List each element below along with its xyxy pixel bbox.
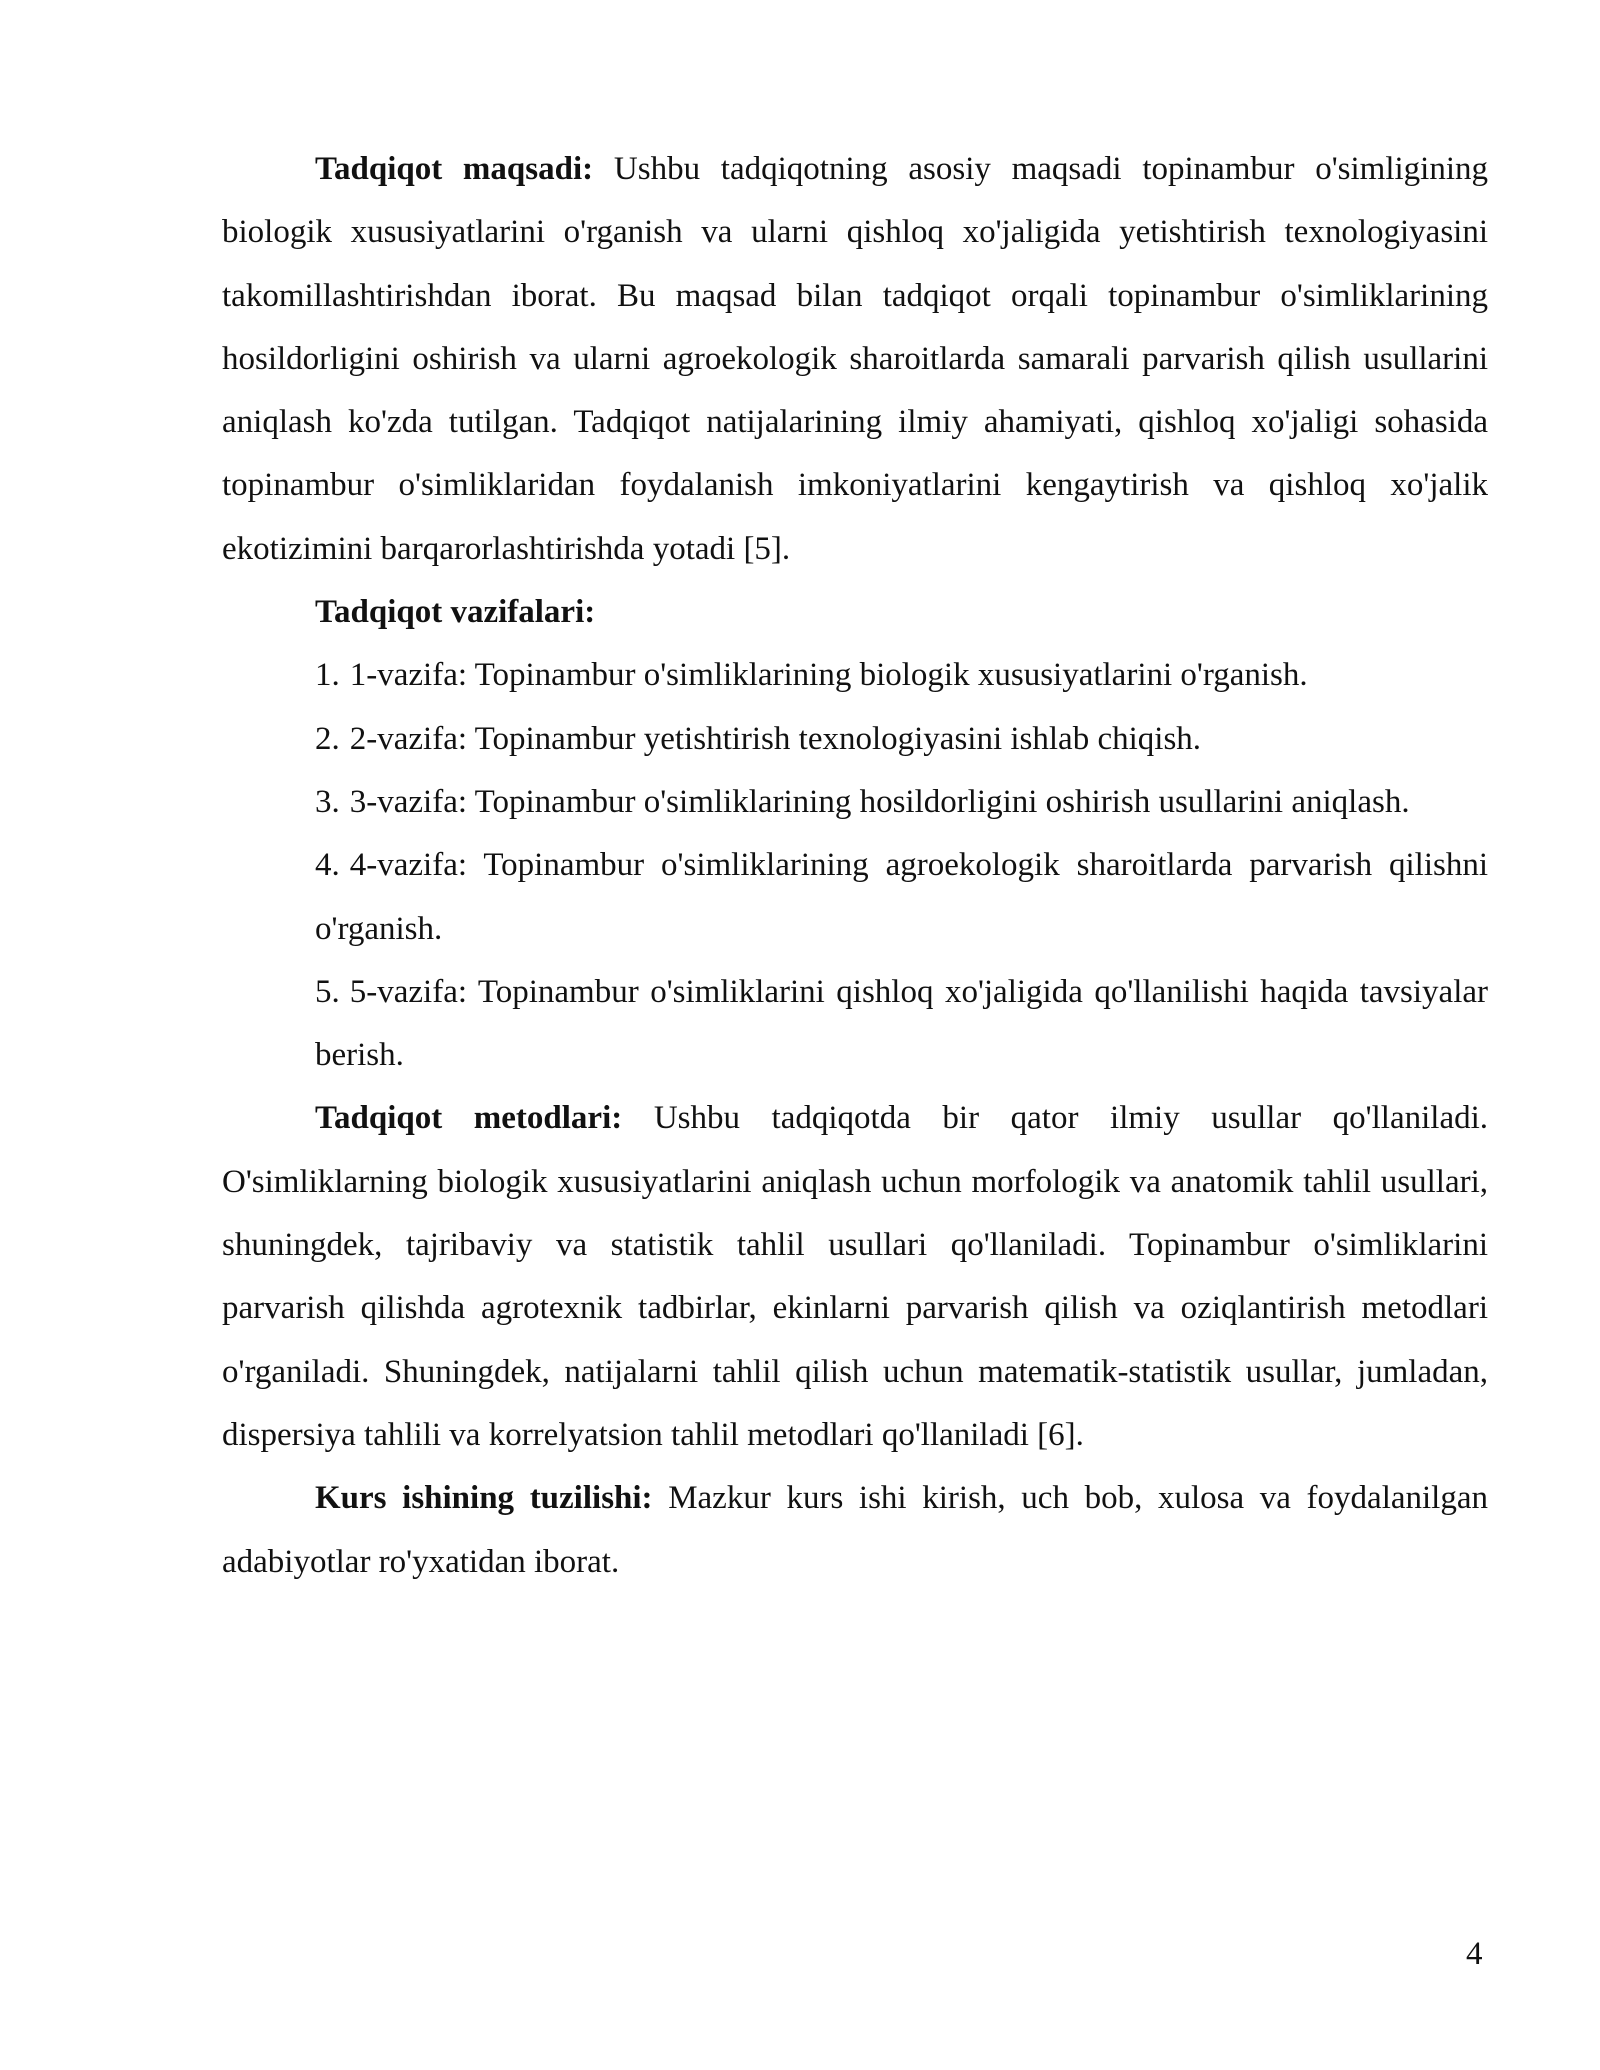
course-structure-paragraph [222, 1467, 1488, 1594]
task-text: 1-vazifa: Topinambur o'simliklarining biologik xususiyatlarini o'rganish. [349, 657, 1308, 694]
task-number: 2. [315, 720, 340, 757]
task-number: 4. [315, 847, 340, 884]
task-item-3 [315, 771, 1488, 834]
research-goal-text: Ushbu tadqiqotning asosiy maqsadi topinambur o'simligining biologik xususiyatlarini o'rganish va ularni qishloq xo'jaligida yetishtirish texnologiyasini takomillashtirishdan iborat. Bu maqsad bilan tadqiqot orqali topinambur o'simliklarining hosildorligini oshirish va ularni agroekologik sharoitlarda samarali parvarish qilish usullarini aniqlash ko'zda tutilgan. Tadqiqot natijalarining ilmiy ahamiyati, qishloq xo'jaligi sohasida topinambur o'simliklaridan foydalanish imkoniyatlarini kengaytirish va qishloq xo'jalik ekotizimini barqarorlashtirishda yotadi [5]. [222, 151, 1488, 567]
research-methods-label: Tadqiqot metodlari: [315, 1100, 623, 1137]
task-text: 3-vazifa: Topinambur o'simliklarining hosildorligini oshirish usullarini aniqlash. [349, 783, 1410, 820]
research-goal-paragraph [222, 138, 1488, 581]
research-methods-paragraph [222, 1087, 1488, 1467]
task-item-5 [315, 961, 1488, 1088]
task-number: 5. [315, 973, 340, 1010]
task-text: 4-vazifa: Topinambur o'simliklarining agroekologik sharoitlarda parvarish qilishni o'rganish. [315, 847, 1488, 947]
research-methods-text: Ushbu tadqiqotda bir qator ilmiy usullar qo'llaniladi. O'simliklarning biologik xususiyatlarini aniqlash uchun morfologik va anatomik tahlil usullari, shuningdek, tajribaviy va statistik tahlil usullari qo'llaniladi. Topinambur o'simliklarini parvarish qilishda agrotexnik tadbirlar, ekinlarni parvarish qilish va oziqlantirish metodlari o'rganiladi. Shuningdek, natijalarni tahlil qilish uchun matematik-statistik usullar, jumladan, dispersiya tahlili va korrelyatsion tahlil metodlari qo'llaniladi [6]. [222, 1100, 1489, 1453]
task-item-4 [315, 834, 1488, 961]
page-number: 4 [1466, 1936, 1483, 1972]
task-item-2 [315, 708, 1488, 771]
research-tasks-heading: Tadqiqot vazifalari: [315, 594, 596, 631]
course-structure-text: Mazkur kurs ishi kirish, uch bob, xulosa va foydalanilgan adabiyotlar ro'yxatidan iborat. [222, 1480, 1488, 1580]
task-number: 3. [315, 783, 340, 820]
document-page [222, 138, 1488, 1594]
course-structure-label: Kurs ishining tuzilishi: [315, 1480, 653, 1517]
task-number: 1. [315, 657, 340, 694]
task-text: 2-vazifa: Topinambur yetishtirish texnologiyasini ishlab chiqish. [349, 720, 1202, 757]
task-text: 5-vazifa: Topinambur o'simliklarini qishloq xo'jaligida qo'llanilishi haqida tavsiyalar berish. [315, 973, 1488, 1074]
research-goal-label: Tadqiqot maqsadi: [315, 151, 594, 187]
task-item-1 [315, 644, 1488, 707]
